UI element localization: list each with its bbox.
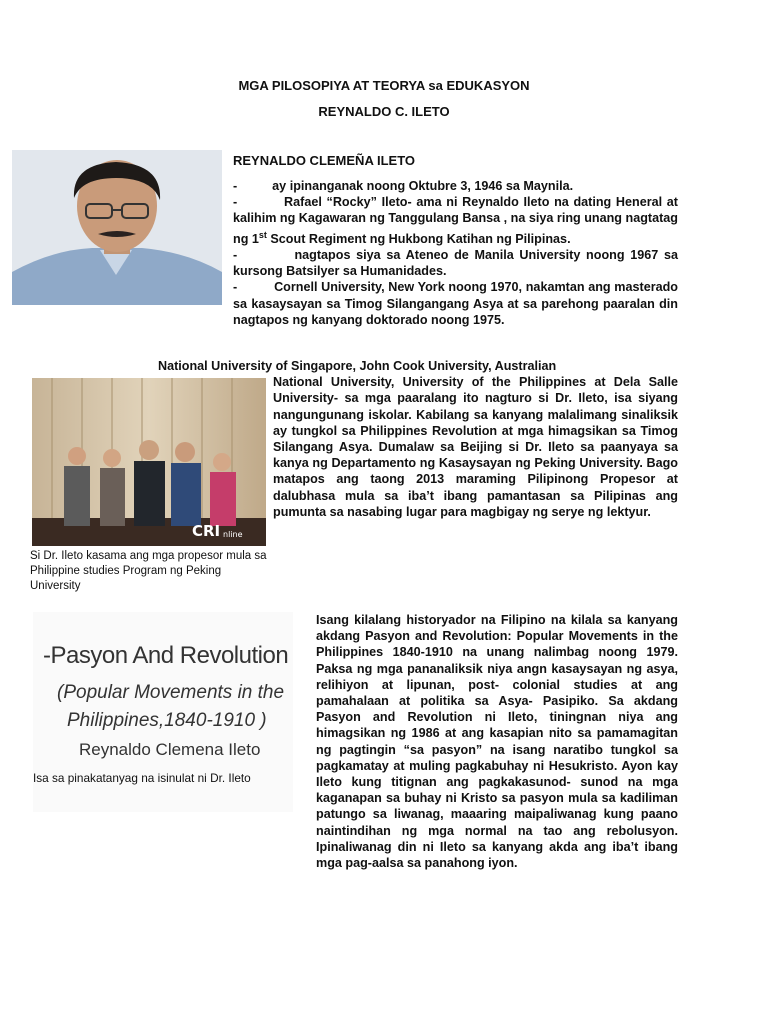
photo-watermark-sub: nline: [223, 530, 243, 539]
universities-first-line: National University of Singapore, John Cook University, Australian: [158, 359, 557, 373]
bio-list: [158, 178, 682, 328]
bio-item: - Cornell University, New York noong 1970, nakamtan ang masterado sa kasaysayan sa Timog Silangangang Asya at sa parehong paaralan din nagtapos ng kanyang doktorado noong 1975.: [233, 280, 682, 327]
book-subtitle-line2: Philippines,1840-1910 ): [67, 710, 267, 731]
bio-item: - nagtapos siya sa Ateneo de Manila University noong 1967 sa kursong Batsilyer sa Humanidades.: [233, 248, 682, 279]
photo-watermark: CRI: [192, 522, 221, 540]
bio-item-tail: Scout Regiment ng Hukbong Katihan ng Pilipinas.: [266, 231, 571, 246]
bio-heading: REYNALDO CLEMEÑA ILETO: [233, 153, 416, 168]
book-subtitle-line1: (Popular Movements in the: [57, 682, 285, 703]
book-caption: Isa sa pinakatanyag na isinulat ni Dr. Ileto: [33, 771, 251, 785]
group-photo: [32, 378, 266, 546]
bio-item: - ay ipinanganak noong Oktubre 3, 1946 sa Maynila.: [233, 179, 574, 193]
group-photo-caption: Si Dr. Ileto kasama ang mga propesor mula sa Philippine studies Program ng Peking University: [30, 550, 267, 592]
document-title: MGA PILOSOPIYA AT TEORYA sa EDUKASYON: [238, 78, 530, 93]
bio-item: [233, 194, 682, 247]
book-title: -Pasyon And Revolution: [43, 642, 289, 669]
book-author: Reynaldo Clemena Ileto: [79, 740, 261, 759]
bio-item-text: - Rafael “Rocky” Ileto- ama ni Reynaldo Ileto na dating Heneral at kalihim ng Kagawaran ng Tanggulang Bansa , na siya ring unang nagtatag ng 1: [233, 195, 682, 246]
document-subtitle: REYNALDO C. ILETO: [318, 104, 450, 119]
bio-superscript: st: [258, 229, 267, 240]
history-paragraph: Isang kilalang historyador na Filipino na kilala sa kanyang akdang Pasyon and Revolution: Popular Movements in the Philippines 1840-1910 na unang nalimbag noong 1979. Paksa ng mga pananaliksik niya angn kasaysayan ng asya, relihiyon at lipunan, post- colonial studies at ang pamahalaan at politika sa Asya- Pasipiko. Sa akdang Pasyon and Revolution ni Ileto, tiningnan niya ang himagsikan ng 1986 at ang kasapian nito sa pamamagitan ng pagtingin “sa pasyon” na isang naratibo tungkol sa pagkamatay at muling pagkabuhay ni Hesukristo. Ayon kay Ileto kung titignan ang pagkakasunod- sunod na mga kaganapan sa buhay ni Kristo sa pasyon mula sa kadiliman patungo sa liwanag, maaaring maipaliwanag kung paano naintindihan ng mga normal na tao ang rebolusyon. Ipinaliwanag din ni Ileto sa kanyang akda ang iba’t ibang mga pag-aalsa sa panahong iyon.: [316, 613, 678, 871]
universities-text: National University, University of the Philippines at Dela Salle University- sa mga paaralang ito nagturo si Dr. Ileto, isa siyang nangungunang iskolar. Kabilang sa kanyang malalimang sinaliksik ay tungkol sa Philippines Revolution at mga himagsikan sa Timog Silangang Asya. Dumalaw sa Beijing si Dr. Ileto sa paanyaya sa kanya ng Departamento ng Kasaysayan ng Peking University. Bago matapos ang taong 2013 maraming Pilipinong Propesor at dalubhasa mula sa iba’t ibang pamantasan sa Pilipinas ang pumunta sa nasabing lugar para magbigay ng serye ng lektyur.: [273, 375, 678, 519]
